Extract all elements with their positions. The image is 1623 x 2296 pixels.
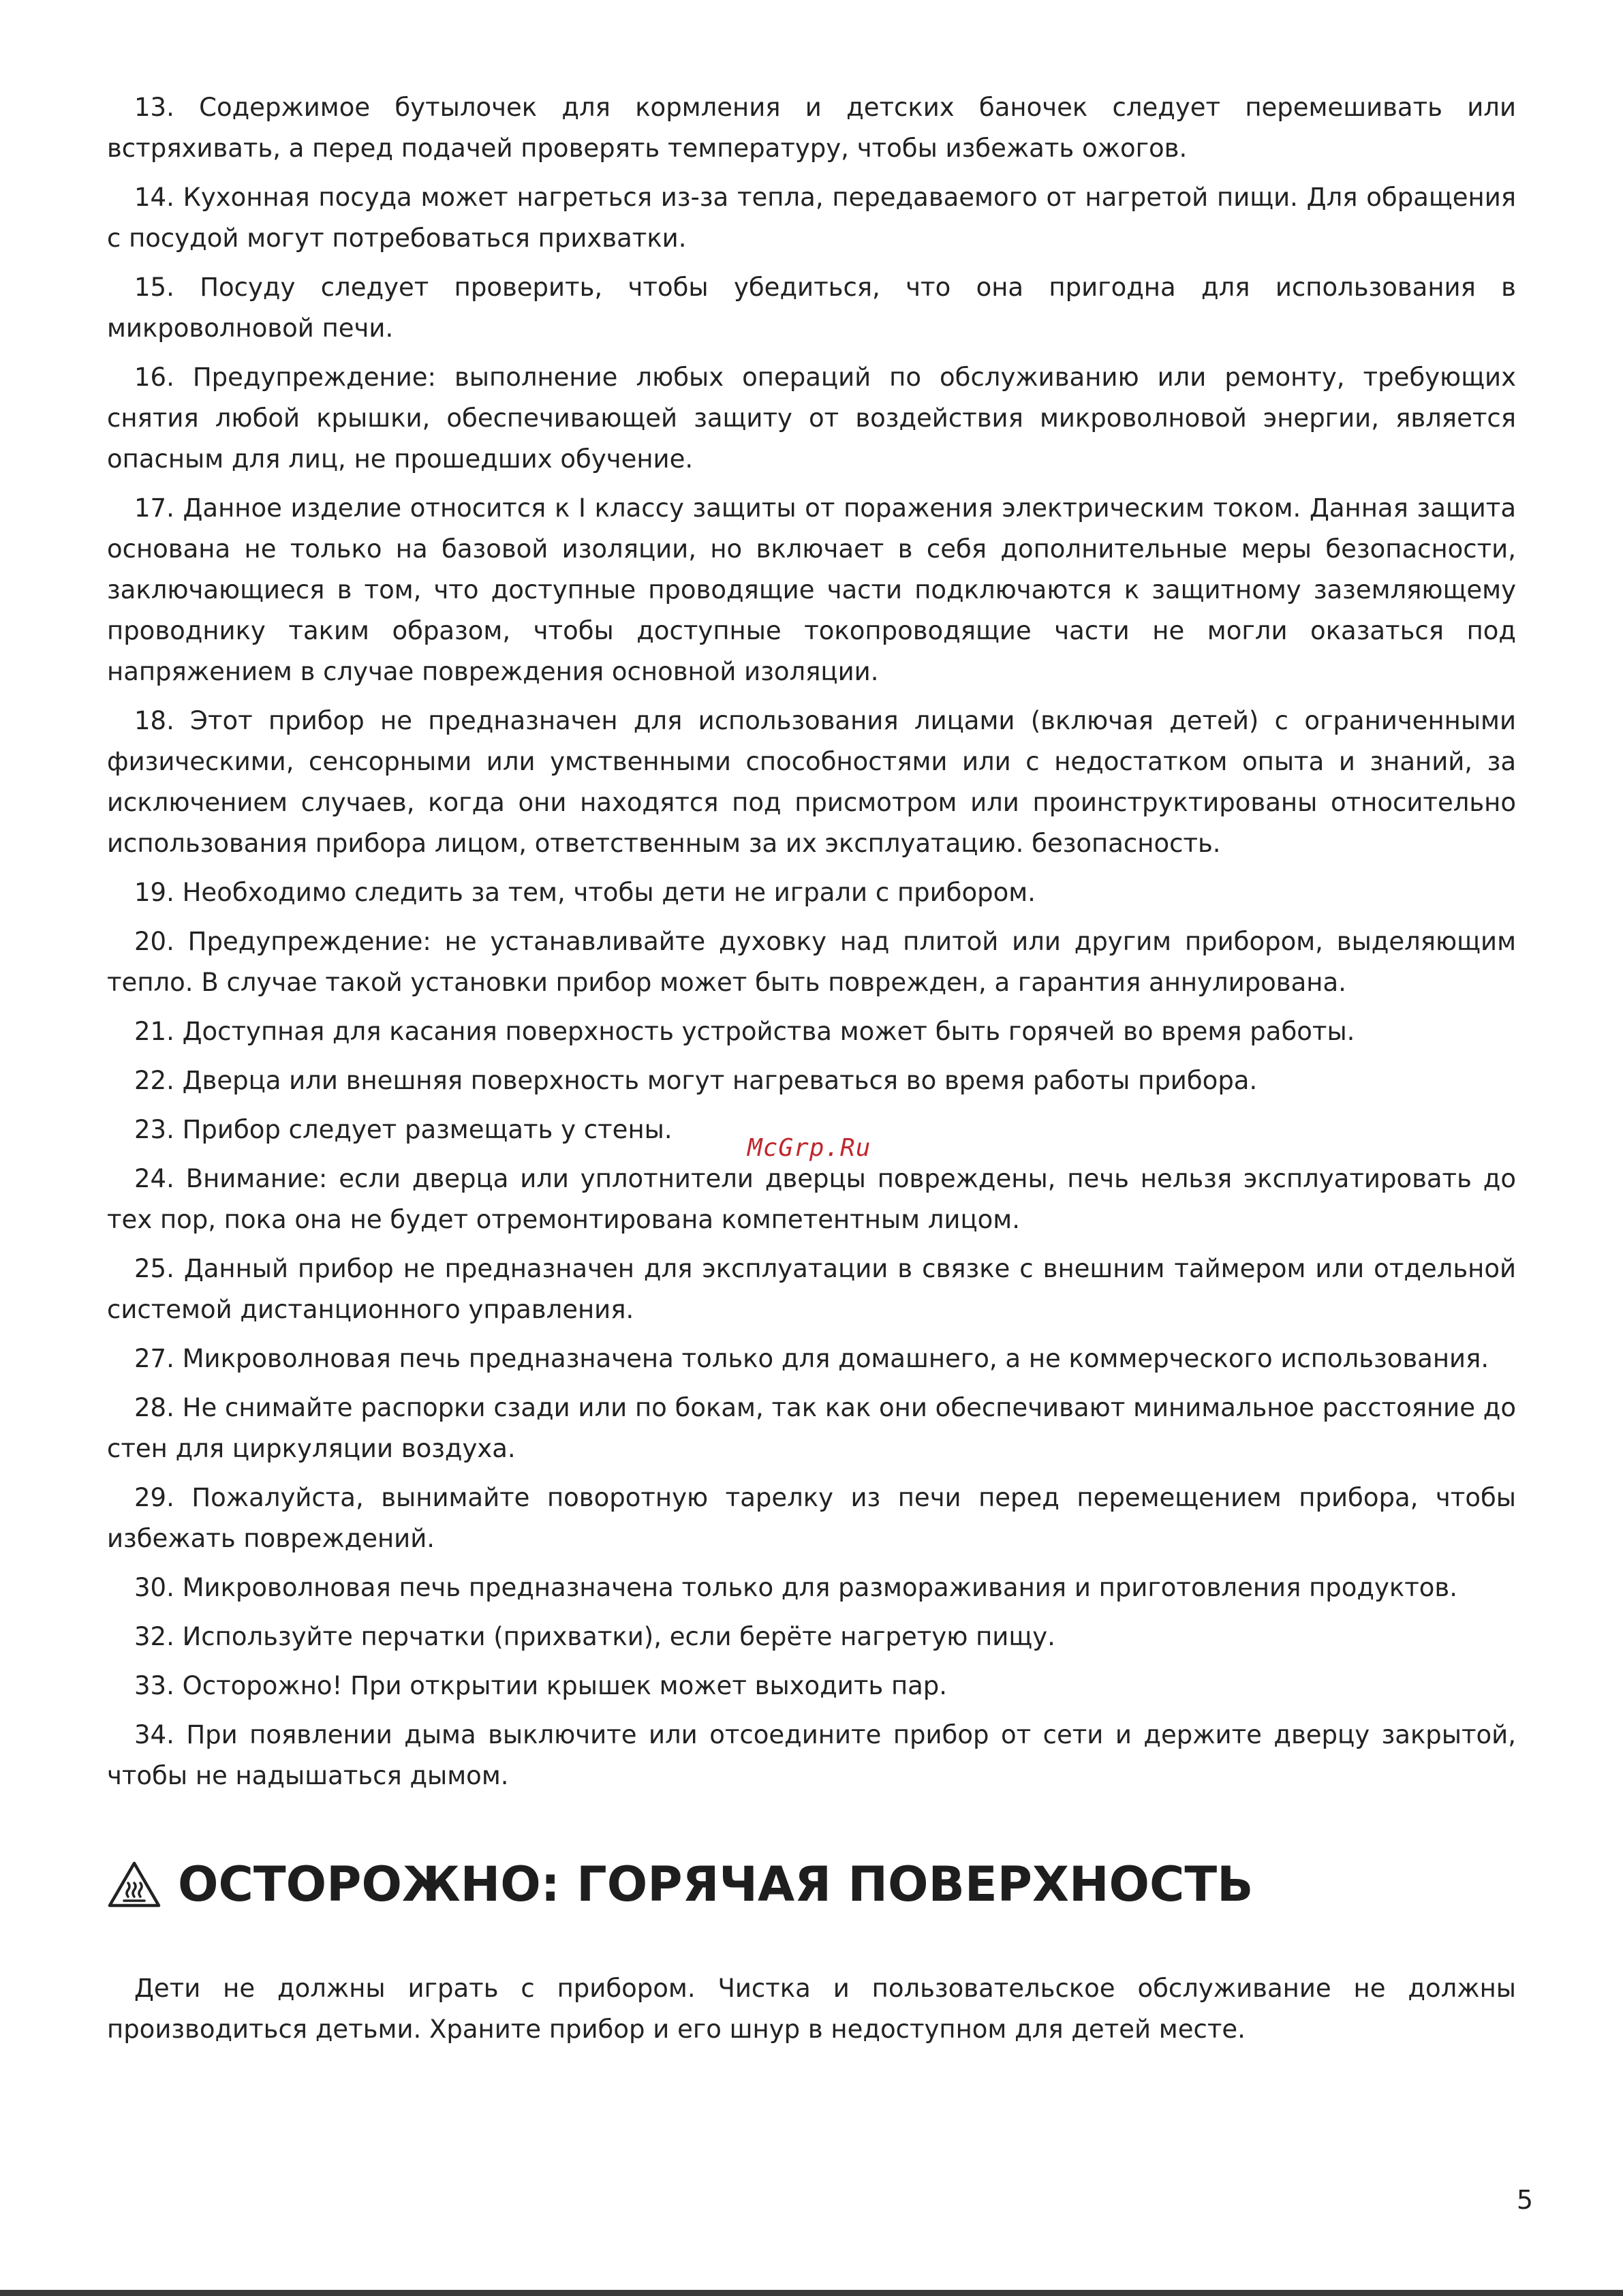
bottom-rule (0, 2290, 1623, 2296)
list-item: 23. Прибор следует размещать у стены. (134, 1115, 673, 1144)
list-item: 24. Внимание: если дверца или уплотнители дверцы повреждены, печь нельзя эксплуатировать до тех пор, пока она не будет отремонтирована компетентным лицом. (107, 1164, 1516, 1234)
list-item: 25. Данный прибор не предназначен для эксплуатации в связке с внешним таймером или отдельной системой дистанционного управления. (107, 1254, 1516, 1324)
list-item: 20. Предупреждение: не устанавливайте духовку над плитой или другим прибором, выделяющим тепло. В случае такой установки прибор может быть поврежден, а гарантия аннулирована. (107, 927, 1516, 997)
list-item: 27. Микроволновая печь предназначена только для домашнего, а не коммерческого использования. (134, 1344, 1489, 1373)
list-item: 14. Кухонная посуда может нагреться из-за тепла, передаваемого от нагретой пищи. Для обращения с посудой могут потребоваться прихватки. (107, 183, 1516, 253)
watermark: McGrp.Ru (747, 1134, 871, 1162)
page-number: 5 (1516, 2185, 1533, 2215)
list-item: 28. Не снимайте распорки сзади или по бокам, так как они обеспечивают минимальное расстояние до стен для циркуляции воздуха. (107, 1393, 1516, 1463)
section-body: Дети не должны играть с прибором. Чистка и пользовательское обслуживание не должны производиться детьми. Храните прибор и его шнур в недоступном для детей месте. (107, 1974, 1516, 2044)
list-item: 22. Дверца или внешняя поверхность могут нагреваться во время работы прибора. (134, 1066, 1258, 1095)
list-item: 29. Пожалуйста, вынимайте поворотную тарелку из печи перед перемещением прибора, чтобы избежать повреждений. (107, 1483, 1516, 1553)
list-item: 30. Микроволновая печь предназначена только для размораживания и приготовления продуктов. (134, 1573, 1457, 1602)
list-item: 21. Доступная для касания поверхность устройства может быть горячей во время работы. (134, 1017, 1355, 1046)
list-item: 19. Необходимо следить за тем, чтобы дети не играли с прибором. (134, 878, 1036, 907)
list-item: 18. Этот прибор не предназначен для использования лицами (включая детей) с ограниченными физическими, сенсорными или умственными способностями или с недостатком опыта и знаний, за исключением случаев, когда они находятся под присмотром или проинструктированы относительно использования прибора лицом, ответственным за их эксплуатацию. безопасность. (107, 706, 1516, 858)
page-content (107, 87, 1516, 2058)
list-item: 34. При появлении дыма выключите или отсоедините прибор от сети и держите дверцу закрытой, чтобы не надышаться дымом. (107, 1720, 1516, 1790)
list-item: 17. Данное изделие относится к I классу защиты от поражения электрическим током. Данная защита основана не только на базовой изоляции, но включает в себя дополнительные меры безопасности, заключающиеся в том, что доступные проводящие части подключаются к защитному заземляющему проводнику таким образом, чтобы доступные токопроводящие части не могли оказаться под напряжением в случае повреждения основной изоляции. (107, 493, 1516, 686)
section-heading (107, 1856, 1516, 1912)
list-item: 33. Осторожно! При открытии крышек может выходить пар. (134, 1671, 948, 1700)
list-item: 32. Используйте перчатки (прихватки), если берёте нагретую пищу. (134, 1622, 1055, 1651)
list-item: 13. Содержимое бутылочек для кормления и детских баночек следует перемешивать или встряхивать, а перед подачей проверять температуру, чтобы избежать ожогов. (107, 93, 1516, 163)
section-title: ОСТОРОЖНО: ГОРЯЧАЯ ПОВЕРХНОСТЬ (178, 1856, 1254, 1912)
list-item: 16. Предупреждение: выполнение любых операций по обслуживанию или ремонту, требующих снятия любой крышки, обеспечивающей защиту от воздействия микроволновой энергии, является опасным для лиц, не прошедших обучение. (107, 363, 1516, 474)
list-item: 15. Посуду следует проверить, чтобы убедиться, что она пригодна для использования в микроволновой печи. (107, 273, 1516, 343)
hot-surface-warning-icon (107, 1860, 161, 1909)
